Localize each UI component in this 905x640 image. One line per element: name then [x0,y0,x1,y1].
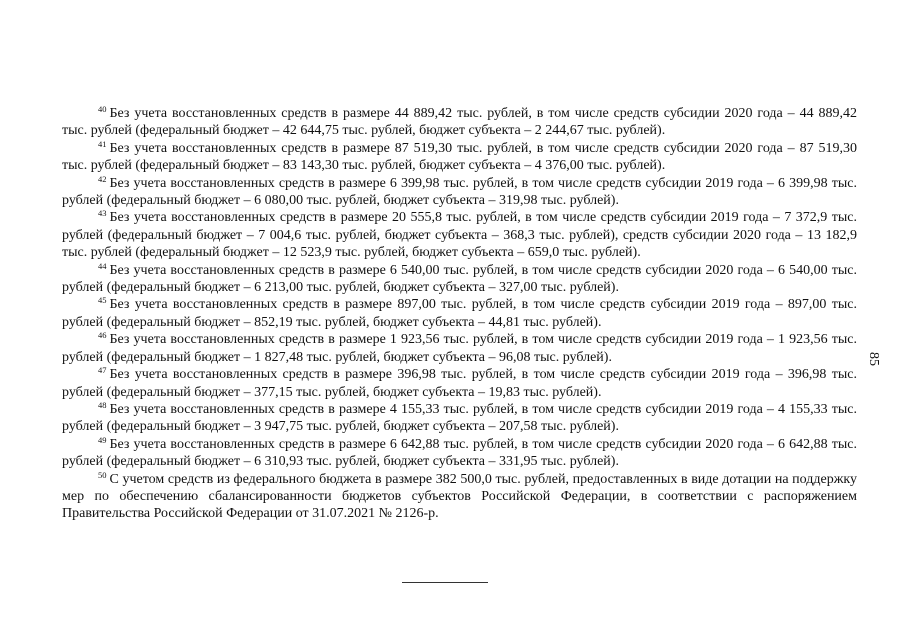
footnote-45 [62,296,857,331]
footnote-43 [62,209,857,261]
footnote-49 [62,436,857,471]
footnote-42 [62,175,857,210]
footnote-text: Без учета восстановленных средств в размере 4 155,33 тыс. рублей, в том числе средств субсидии 2019 года – 4 155,33 тыс. рублей (федеральный бюджет – 3 947,75 тыс. рублей, бюджет субъекта – 207,58 тыс. рублей). [62,401,857,435]
footnote-text: Без учета восстановленных средств в размере 6 642,88 тыс. рублей, в том числе средств субсидии 2020 года – 6 642,88 тыс. рублей (федеральный бюджет – 6 310,93 тыс. рублей, бюджет субъекта – 331,95 тыс. рублей). [62,436,857,470]
footnote-47 [62,366,857,401]
footnote-50 [62,471,857,523]
footnotes-block [62,105,857,523]
footnote-text: С учетом средств из федерального бюджета в размере 382 500,0 тыс. рублей, предоставленных в виде дотации на поддержку мер по обеспечению сбалансированности бюджетов субъектов Российской Федерации, в соответствии с распоряжением Правительства Российской Федерации от 31.07.2021 № 2126-р. [62,471,857,522]
footnote-marker: 46 [98,330,107,341]
footnote-text: Без учета восстановленных средств в размере 87 519,30 тыс. рублей, в том числе средств субсидии 2020 года – 87 519,30 тыс. рублей (федеральный бюджет – 83 143,30 тыс. рублей, бюджет субъекта – 4 376,00 тыс. рублей). [62,140,857,174]
footnote-text: Без учета восстановленных средств в размере 44 889,42 тыс. рублей, в том числе средств субсидии 2020 года – 44 889,42 тыс. рублей (федеральный бюджет – 42 644,75 тыс. рублей, бюджет субъекта – 2 244,67 тыс. рублей). [62,106,857,139]
footnote-marker: 50 [98,469,107,480]
footnote-marker: 47 [98,365,107,376]
footnote-text: Без учета восстановленных средств в размере 897,00 тыс. рублей, в том числе средств субсидии 2019 года – 897,00 тыс. рублей (федеральный бюджет – 852,19 тыс. рублей, бюджет субъекта – 44,81 тыс. рублей). [62,297,857,330]
footnote-marker: 49 [98,434,107,445]
footnote-44 [62,262,857,297]
footnote-text: Без учета восстановленных средств в размере 1 923,56 тыс. рублей, в том числе средств субсидии 2019 года – 1 923,56 тыс. рублей (федеральный бюджет – 1 827,48 тыс. рублей, бюджет субъекта – 96,08 тыс. рублей). [62,332,857,365]
page-number: 85 [866,352,881,366]
footnote-46 [62,331,857,366]
footnote-text: Без учета восстановленных средств в размере 6 540,00 тыс. рублей, в том числе средств субсидии 2020 года – 6 540,00 тыс. рублей (федеральный бюджет – 6 213,00 тыс. рублей, бюджет субъекта – 327,00 тыс. рублей). [62,262,857,296]
footnote-text: Без учета восстановленных средств в размере 396,98 тыс. рублей, в том числе средств субсидии 2019 года – 396,98 тыс. рублей (федеральный бюджет – 377,15 тыс. рублей, бюджет субъекта – 19,83 тыс. рублей). [62,367,857,400]
footnote-separator-line [402,582,488,583]
footnote-41 [62,140,857,175]
footnote-marker: 40 [98,104,107,114]
footnote-marker: 42 [98,173,107,184]
footnote-40 [62,105,857,140]
footnote-text: Без учета восстановленных средств в размере 20 555,8 тыс. рублей, в том числе средств субсидии 2019 года – 7 372,9 тыс. рублей (федеральный бюджет – 7 004,6 тыс. рублей, бюджет субъекта – 368,3 тыс. рублей), средств субсидии 2020 года – 13 182,9 тыс. рублей (федеральный бюджет – 12 523,9 тыс. рублей, бюджет субъекта – 659,0 тыс. рублей). [62,210,857,261]
footnote-text: Без учета восстановленных средств в размере 6 399,98 тыс. рублей, в том числе средств субсидии 2019 года – 6 399,98 тыс. рублей (федеральный бюджет – 6 080,00 тыс. рублей, бюджет субъекта – 319,98 тыс. рублей). [62,175,857,209]
footnote-marker: 48 [98,399,107,410]
footnote-48 [62,401,857,436]
footnote-marker: 41 [98,138,107,149]
footnote-marker: 43 [98,208,107,219]
footnote-marker: 44 [98,260,107,271]
footnote-marker: 45 [98,295,107,306]
